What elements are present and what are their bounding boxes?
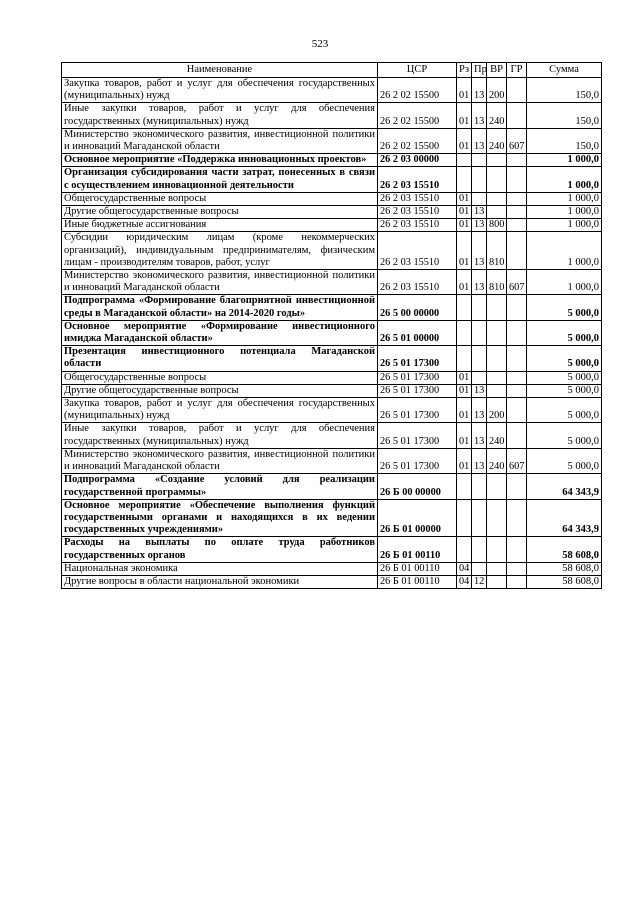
cell-rz: 01 <box>457 78 472 103</box>
cell-csr: 26 5 01 00000 <box>378 320 457 345</box>
cell-gr <box>507 423 527 448</box>
table-row <box>62 499 602 537</box>
header-sum: Сумма <box>527 63 602 78</box>
cell-gr: 607 <box>507 270 527 295</box>
cell-sum: 1 000,0 <box>527 206 602 219</box>
cell-rz: 01 <box>457 398 472 423</box>
cell-name: Основное мероприятие «Обеспечение выполнения функций государственными органами и находящихся в их ведении государственных учреждениями» <box>62 499 378 537</box>
cell-name: Закупка товаров, работ и услуг для обеспечения государственных (муниципальных) нужд <box>62 398 378 423</box>
cell-pr: 13 <box>472 384 487 397</box>
cell-rz: 01 <box>457 192 472 205</box>
cell-vr <box>487 167 507 192</box>
cell-name: Другие общегосударственные вопросы <box>62 384 378 397</box>
cell-name: Министерство экономического развития, инвестиционной политики и инноваций Магаданской области <box>62 270 378 295</box>
cell-pr: 13 <box>472 398 487 423</box>
cell-vr: 240 <box>487 128 507 153</box>
cell-gr <box>507 320 527 345</box>
cell-rz: 01 <box>457 128 472 153</box>
table-row <box>62 219 602 232</box>
cell-pr: 13 <box>472 103 487 128</box>
cell-rz <box>457 154 472 167</box>
cell-rz: 01 <box>457 423 472 448</box>
cell-name: Закупка товаров, работ и услуг для обеспечения государственных (муниципальных) нужд <box>62 78 378 103</box>
table-row <box>62 167 602 192</box>
cell-csr: 26 2 03 15510 <box>378 206 457 219</box>
cell-csr: 26 2 03 15510 <box>378 270 457 295</box>
cell-rz: 01 <box>457 371 472 384</box>
cell-vr <box>487 371 507 384</box>
cell-vr <box>487 562 507 575</box>
cell-rz: 01 <box>457 384 472 397</box>
cell-sum: 5 000,0 <box>527 371 602 384</box>
table-row <box>62 128 602 153</box>
table-row <box>62 192 602 205</box>
cell-csr: 26 5 01 17300 <box>378 398 457 423</box>
cell-pr: 13 <box>472 423 487 448</box>
cell-csr: 26 2 02 15500 <box>378 78 457 103</box>
cell-gr <box>507 562 527 575</box>
cell-csr: 26 5 00 00000 <box>378 295 457 320</box>
cell-csr: 26 5 01 17300 <box>378 346 457 371</box>
cell-csr: 26 Б 01 00110 <box>378 537 457 562</box>
cell-sum: 1 000,0 <box>527 167 602 192</box>
cell-gr <box>507 192 527 205</box>
table-row <box>62 103 602 128</box>
cell-csr: 26 2 03 00000 <box>378 154 457 167</box>
cell-vr <box>487 575 507 588</box>
cell-pr: 13 <box>472 270 487 295</box>
cell-vr: 810 <box>487 270 507 295</box>
table-row <box>62 232 602 270</box>
cell-vr <box>487 295 507 320</box>
cell-gr <box>507 219 527 232</box>
cell-name: Организация субсидирования части затрат, понесенных в связи с осуществлением инновационной деятельности <box>62 167 378 192</box>
cell-vr: 200 <box>487 78 507 103</box>
cell-gr <box>507 295 527 320</box>
cell-sum: 5 000,0 <box>527 384 602 397</box>
cell-vr <box>487 206 507 219</box>
cell-pr: 13 <box>472 78 487 103</box>
page-number: 523 <box>311 38 329 50</box>
cell-rz: 04 <box>457 575 472 588</box>
cell-vr <box>487 192 507 205</box>
cell-pr: 13 <box>472 206 487 219</box>
table-row <box>62 78 602 103</box>
cell-name: Основное мероприятие «Поддержка инновационных проектов» <box>62 154 378 167</box>
cell-sum: 1 000,0 <box>527 270 602 295</box>
cell-name: Иные бюджетные ассигнования <box>62 219 378 232</box>
cell-csr: 26 2 03 15510 <box>378 167 457 192</box>
cell-name: Подпрограмма «Создание условий для реализации государственной программы» <box>62 474 378 499</box>
cell-csr: 26 5 01 17300 <box>378 423 457 448</box>
table-row <box>62 346 602 371</box>
cell-pr: 13 <box>472 448 487 473</box>
cell-sum: 1 000,0 <box>527 232 602 270</box>
cell-pr <box>472 371 487 384</box>
cell-pr <box>472 499 487 537</box>
cell-sum: 150,0 <box>527 128 602 153</box>
table-row <box>62 270 602 295</box>
cell-gr <box>507 154 527 167</box>
header-pr: Пр <box>472 63 487 78</box>
cell-gr <box>507 398 527 423</box>
cell-sum: 1 000,0 <box>527 192 602 205</box>
cell-sum: 5 000,0 <box>527 398 602 423</box>
table-row <box>62 206 602 219</box>
cell-vr: 810 <box>487 232 507 270</box>
cell-rz: 01 <box>457 103 472 128</box>
cell-name: Министерство экономического развития, инвестиционной политики и инноваций Магаданской области <box>62 448 378 473</box>
cell-vr: 800 <box>487 219 507 232</box>
cell-pr <box>472 474 487 499</box>
cell-rz <box>457 295 472 320</box>
cell-name: Национальная экономика <box>62 562 378 575</box>
cell-pr <box>472 346 487 371</box>
cell-pr: 13 <box>472 232 487 270</box>
cell-pr <box>472 192 487 205</box>
cell-sum: 150,0 <box>527 103 602 128</box>
cell-name: Министерство экономического развития, инвестиционной политики и инноваций Магаданской области <box>62 128 378 153</box>
cell-sum: 64 343,9 <box>527 474 602 499</box>
table-row <box>62 562 602 575</box>
cell-rz <box>457 499 472 537</box>
cell-name: Другие вопросы в области национальной экономики <box>62 575 378 588</box>
cell-sum: 58 608,0 <box>527 562 602 575</box>
cell-sum: 1 000,0 <box>527 154 602 167</box>
cell-name: Основное мероприятие «Формирование инвестиционного имиджа Магаданской области» <box>62 320 378 345</box>
cell-name: Общегосударственные вопросы <box>62 371 378 384</box>
cell-csr: 26 5 01 17300 <box>378 384 457 397</box>
cell-csr: 26 2 02 15500 <box>378 128 457 153</box>
cell-vr: 240 <box>487 103 507 128</box>
table-row <box>62 537 602 562</box>
table-row <box>62 575 602 588</box>
table-row <box>62 398 602 423</box>
cell-csr: 26 Б 01 00110 <box>378 562 457 575</box>
cell-pr <box>472 320 487 345</box>
header-rz: Рз <box>457 63 472 78</box>
cell-pr <box>472 562 487 575</box>
cell-csr: 26 Б 01 00110 <box>378 575 457 588</box>
cell-rz <box>457 537 472 562</box>
cell-name: Иные закупки товаров, работ и услуг для обеспечения государственных (муниципальных) нужд <box>62 423 378 448</box>
cell-rz: 01 <box>457 232 472 270</box>
cell-vr <box>487 499 507 537</box>
cell-sum: 5 000,0 <box>527 423 602 448</box>
table-row <box>62 371 602 384</box>
cell-gr <box>507 167 527 192</box>
cell-gr <box>507 384 527 397</box>
cell-vr: 200 <box>487 398 507 423</box>
budget-table <box>61 62 602 589</box>
cell-vr <box>487 384 507 397</box>
cell-gr <box>507 206 527 219</box>
cell-sum: 58 608,0 <box>527 537 602 562</box>
cell-gr <box>507 346 527 371</box>
table-row <box>62 154 602 167</box>
cell-name: Общегосударственные вопросы <box>62 192 378 205</box>
cell-gr <box>507 371 527 384</box>
cell-gr <box>507 537 527 562</box>
cell-name: Презентация инвестиционного потенциала Магаданской области <box>62 346 378 371</box>
cell-sum: 5 000,0 <box>527 346 602 371</box>
cell-gr <box>507 232 527 270</box>
header-name: Наименование <box>62 63 378 78</box>
cell-csr: 26 Б 01 00000 <box>378 499 457 537</box>
cell-sum: 58 608,0 <box>527 575 602 588</box>
cell-gr: 607 <box>507 448 527 473</box>
cell-csr: 26 2 03 15510 <box>378 192 457 205</box>
cell-rz <box>457 167 472 192</box>
cell-csr: 26 Б 00 00000 <box>378 474 457 499</box>
cell-csr: 26 5 01 17300 <box>378 448 457 473</box>
cell-csr: 26 2 02 15500 <box>378 103 457 128</box>
table-row <box>62 423 602 448</box>
header-csr: ЦСР <box>378 63 457 78</box>
cell-rz <box>457 320 472 345</box>
cell-csr: 26 2 03 15510 <box>378 232 457 270</box>
cell-sum: 64 343,9 <box>527 499 602 537</box>
table-row <box>62 384 602 397</box>
cell-pr <box>472 154 487 167</box>
cell-name: Иные закупки товаров, работ и услуг для обеспечения государственных (муниципальных) нужд <box>62 103 378 128</box>
cell-sum: 5 000,0 <box>527 448 602 473</box>
cell-gr <box>507 575 527 588</box>
cell-name: Расходы на выплаты по оплате труда работников государственных органов <box>62 537 378 562</box>
cell-gr <box>507 103 527 128</box>
cell-gr: 607 <box>507 128 527 153</box>
cell-rz: 01 <box>457 448 472 473</box>
table-row <box>62 320 602 345</box>
cell-sum: 5 000,0 <box>527 295 602 320</box>
cell-pr <box>472 295 487 320</box>
table-row <box>62 474 602 499</box>
table-row <box>62 448 602 473</box>
cell-vr <box>487 320 507 345</box>
table-body <box>62 78 602 589</box>
cell-vr: 240 <box>487 448 507 473</box>
cell-rz: 01 <box>457 206 472 219</box>
cell-csr: 26 2 03 15510 <box>378 219 457 232</box>
cell-pr <box>472 537 487 562</box>
cell-rz: 01 <box>457 270 472 295</box>
cell-gr <box>507 474 527 499</box>
cell-vr <box>487 474 507 499</box>
cell-vr <box>487 154 507 167</box>
cell-gr <box>507 78 527 103</box>
cell-sum: 150,0 <box>527 78 602 103</box>
cell-vr <box>487 346 507 371</box>
cell-rz: 01 <box>457 219 472 232</box>
cell-pr <box>472 167 487 192</box>
cell-pr: 12 <box>472 575 487 588</box>
cell-gr <box>507 499 527 537</box>
cell-name: Подпрограмма «Формирование благоприятной инвестиционной среды в Магаданской области» на 2014-2020 годы» <box>62 295 378 320</box>
header-gr: ГР <box>507 63 527 78</box>
cell-rz <box>457 474 472 499</box>
table-header-row <box>62 63 602 78</box>
cell-pr: 13 <box>472 128 487 153</box>
cell-rz <box>457 346 472 371</box>
cell-csr: 26 5 01 17300 <box>378 371 457 384</box>
cell-rz: 04 <box>457 562 472 575</box>
cell-name: Другие общегосударственные вопросы <box>62 206 378 219</box>
cell-sum: 1 000,0 <box>527 219 602 232</box>
cell-name: Субсидии юридическим лицам (кроме некоммерческих организаций), индивидуальным предпринимателям, физическим лицам - производителям товаров, работ, услуг <box>62 232 378 270</box>
table-row <box>62 295 602 320</box>
header-vr: ВР <box>487 63 507 78</box>
cell-pr: 13 <box>472 219 487 232</box>
cell-sum: 5 000,0 <box>527 320 602 345</box>
cell-vr: 240 <box>487 423 507 448</box>
cell-vr <box>487 537 507 562</box>
